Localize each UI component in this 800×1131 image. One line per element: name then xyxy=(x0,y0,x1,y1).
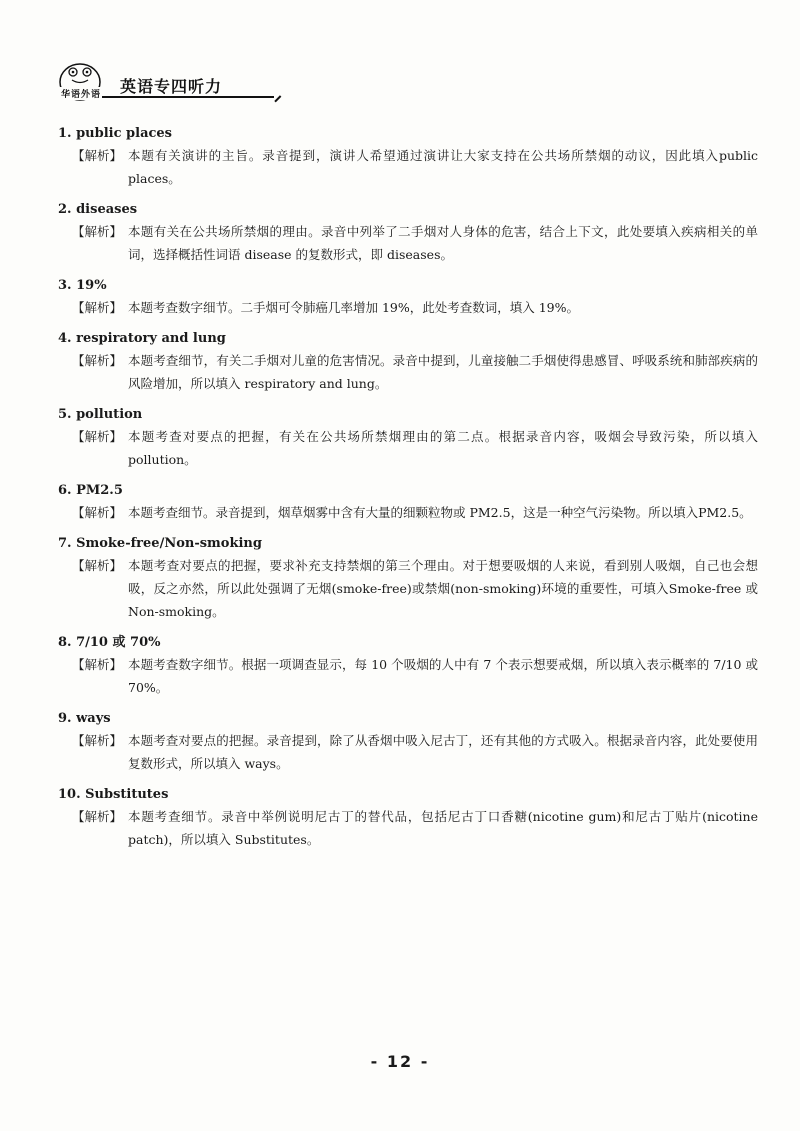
explanation xyxy=(58,805,758,851)
explanation-text: 本题考查对要点的把握。录音提到，除了从香烟中吸入尼古丁，还有其他的方式吸入。根据录音内容，此处要使用复数形式，所以填入 ways。 xyxy=(128,733,758,771)
explanation-text: 本题考查对要点的把握，有关在公共场所禁烟理由的第二点。根据录音内容，吸烟会导致污染，所以填入 pollution。 xyxy=(128,429,758,467)
explanation-text: 本题考查细节，有关二手烟对儿童的危害情况。录音中提到，儿童接触二手烟使得患感冒、呼吸系统和肺部疾病的风险增加，所以填入 respiratory and lung。 xyxy=(128,353,758,391)
explanation-text: 本题考查细节。录音提到，烟草烟雾中含有大量的细颗粒物或 PM2.5，这是一种空气污染物。所以填入PM2.5。 xyxy=(128,505,752,520)
answer-text: 1. public places xyxy=(58,126,173,141)
answer-text: 4. respiratory and lung xyxy=(58,331,226,346)
book-title: 英语专四听力 xyxy=(120,77,223,96)
explanation xyxy=(58,425,758,471)
explanation-tag: 【解析】 xyxy=(72,148,123,163)
explanation-tag: 【解析】 xyxy=(72,558,123,573)
answer-item-7 xyxy=(58,534,758,623)
answer-item-8 xyxy=(58,633,758,699)
header-rule xyxy=(102,96,274,98)
explanation-text: 本题有关演讲的主旨。录音提到，演讲人希望通过演讲让大家支持在公共场所禁烟的动议，因此填入public places。 xyxy=(128,148,758,186)
explanation-tag: 【解析】 xyxy=(72,809,123,824)
explanation-tag: 【解析】 xyxy=(72,733,123,748)
answer-item-1 xyxy=(58,124,758,190)
answer-item-9 xyxy=(58,709,758,775)
page-number: - 12 - xyxy=(370,1052,430,1071)
answer-text: 5. pollution xyxy=(58,407,143,422)
explanation-tag: 【解析】 xyxy=(72,505,123,520)
answer-list xyxy=(58,124,758,861)
explanation-text: 本题考查数字细节。根据一项调查显示，每 10 个吸烟的人中有 7 个表示想要戒烟，所以填入表示概率的 7/10 或 70%。 xyxy=(128,657,758,695)
explanation-tag: 【解析】 xyxy=(72,224,123,239)
explanation-tag: 【解析】 xyxy=(72,429,123,444)
answer-item-5 xyxy=(58,405,758,471)
answer-text: 8. 7/10 或 70% xyxy=(58,635,161,650)
explanation-text: 本题考查对要点的把握，要求补充支持禁烟的第三个理由。对于想要吸烟的人来说，看到别人吸烟，自己也会想吸，反之亦然，所以此处强调了无烟(smoke-free)或禁烟(non-smoking)环境的重要性，可填入Smoke-free 或 Non-smoking。 xyxy=(128,558,758,619)
explanation xyxy=(58,653,758,699)
answer-item-4 xyxy=(58,329,758,395)
explanation-text: 本题考查数字细节。二手烟可令肺癌几率增加 19%，此处考查数词，填入 19%。 xyxy=(128,300,580,315)
explanation xyxy=(58,554,758,623)
explanation xyxy=(58,144,758,190)
answer-text: 3. 19% xyxy=(58,278,107,293)
explanation xyxy=(58,729,758,775)
explanation-tag: 【解析】 xyxy=(72,657,123,672)
answer-text: 9. ways xyxy=(58,711,111,726)
answer-text: 2. diseases xyxy=(58,202,138,217)
explanation-text: 本题考查细节。录音中举例说明尼古丁的替代品，包括尼古丁口香糖(nicotine gum)和尼古丁贴片(nicotine patch)，所以填入 Substitutes。 xyxy=(128,809,758,847)
explanation xyxy=(58,501,758,524)
explanation-text: 本题有关在公共场所禁烟的理由。录音中列举了二手烟对人身体的危害，结合上下文，此处要填入疾病相关的单词，选择概括性词语 disease 的复数形式，即 diseases。 xyxy=(128,224,758,262)
answer-text: 10. Substitutes xyxy=(58,787,169,802)
page-header xyxy=(58,60,228,104)
answer-item-10 xyxy=(58,785,758,851)
answer-text: 6. PM2.5 xyxy=(58,483,123,498)
logo-text: 华语外语 xyxy=(60,87,102,100)
explanation-tag: 【解析】 xyxy=(72,300,123,315)
answer-text: 7. Smoke-free/Non-smoking xyxy=(58,536,262,551)
explanation xyxy=(58,220,758,266)
answer-item-2 xyxy=(58,200,758,266)
answer-item-6 xyxy=(58,481,758,524)
answer-item-3 xyxy=(58,276,758,319)
explanation xyxy=(58,296,758,319)
explanation xyxy=(58,349,758,395)
explanation-tag: 【解析】 xyxy=(72,353,123,368)
